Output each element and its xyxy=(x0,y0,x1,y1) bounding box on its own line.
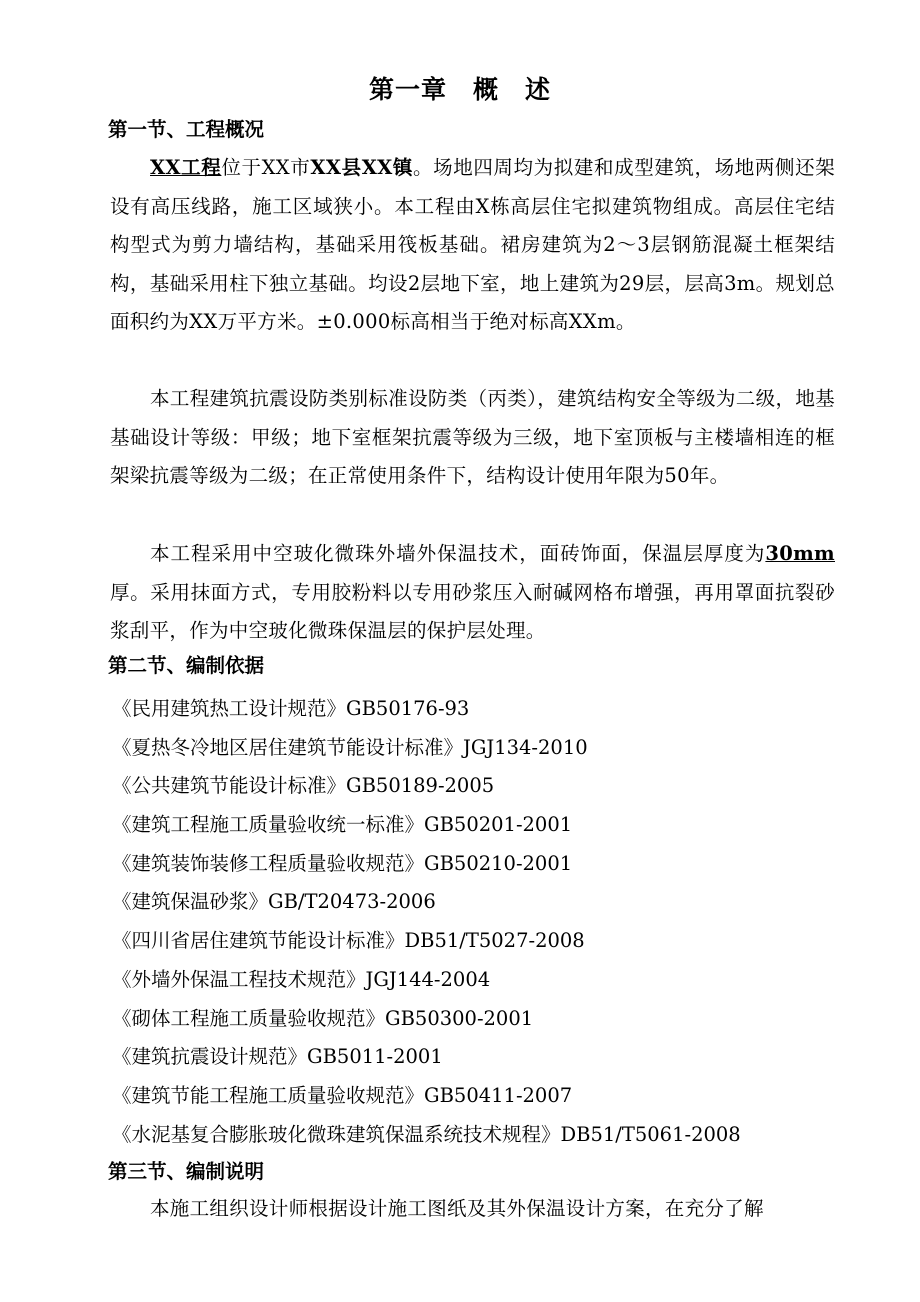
reference-item: 《建筑工程施工质量验收统一标准》GB50201-2001 xyxy=(112,813,573,837)
paragraph-text: 本工程采用中空玻化微珠外墙外保温技术，面砖饰面，保温层厚度为 xyxy=(150,542,766,565)
reference-list xyxy=(112,690,872,1154)
paragraph-insulation-technology xyxy=(110,535,835,651)
reference-item: 《建筑节能工程施工质量验收规范》GB50411-2007 xyxy=(112,1083,573,1107)
insulation-thickness: 30mm xyxy=(765,542,835,565)
reference-item: 《水泥基复合膨胀玻化微珠建筑保温系统技术规程》DB51/T5061-2008 xyxy=(112,1122,741,1146)
reference-item: 《建筑装饰装修工程质量验收规范》GB50210-2001 xyxy=(112,851,573,875)
chapter-title: 第一章 概 述 xyxy=(368,75,551,104)
reference-item: 《外墙外保温工程技术规范》JGJ144-2004 xyxy=(112,967,491,991)
paragraph-text: 位于XX市 xyxy=(221,156,311,179)
paragraph-project-overview xyxy=(110,149,835,342)
reference-item: 《建筑抗震设计规范》GB5011-2001 xyxy=(112,1045,443,1069)
section-title-project-overview: 第一节、工程概况 xyxy=(108,118,265,141)
reference-item: 《四川省居住建筑节能设计标准》DB51/T5027-2008 xyxy=(112,929,585,953)
reference-item: 《砌体工程施工质量验收规范》GB50300-2001 xyxy=(112,1006,534,1030)
project-name: XX工程 xyxy=(150,156,222,179)
paragraph-compilation-notes: 本施工组织设计师根据设计施工图纸及其外保温设计方案，在充分了解 xyxy=(150,1197,764,1220)
reference-item: 《建筑保温砂浆》GB/T20473-2006 xyxy=(112,890,436,914)
section-title-basis: 第二节、编制依据 xyxy=(108,654,265,677)
section-title-notes: 第三节、编制说明 xyxy=(108,1160,265,1183)
reference-item: 《民用建筑热工设计规范》GB50176-93 xyxy=(112,697,470,720)
reference-item: 《夏热冬冷地区居住建筑节能设计标准》JGJ134-2010 xyxy=(112,735,588,759)
reference-item: 《公共建筑节能设计标准》GB50189-2005 xyxy=(112,774,495,798)
project-location: XX县XX镇 xyxy=(310,156,413,179)
paragraph-text: 厚。采用抹面方式，专用胶粉料以专用砂浆压入耐碱网格布增强，再用罩面抗裂砂浆刮平，作为中空玻化微珠保温层的保护层处理。 xyxy=(110,580,835,643)
paragraph-seismic-classification: 本工程建筑抗震设防类别标准设防类（丙类），建筑结构安全等级为二级，地基基础设计等级：甲级；地下室框架抗震等级为三级，地下室顶板与主楼墙相连的框架梁抗震等级为二级；在正常使用条件下，结构设计使用年限为50年。 xyxy=(110,387,835,488)
paragraph-text: 。场地四周均为拟建和成型建筑，场地两侧还架设有高压线路，施工区域狭小。本工程由X栋高层住宅拟建筑物组成。高层住宅结构型式为剪力墙结构，基础采用筏板基础。裙房建筑为2～3层钢筋混凝土框架结构，基础采用柱下独立基础。均设2层地下室，地上建筑为29层，层高3m。规划总面积约为XX万平方米。±0.000标高相当于绝对标高XXm。 xyxy=(110,156,835,334)
